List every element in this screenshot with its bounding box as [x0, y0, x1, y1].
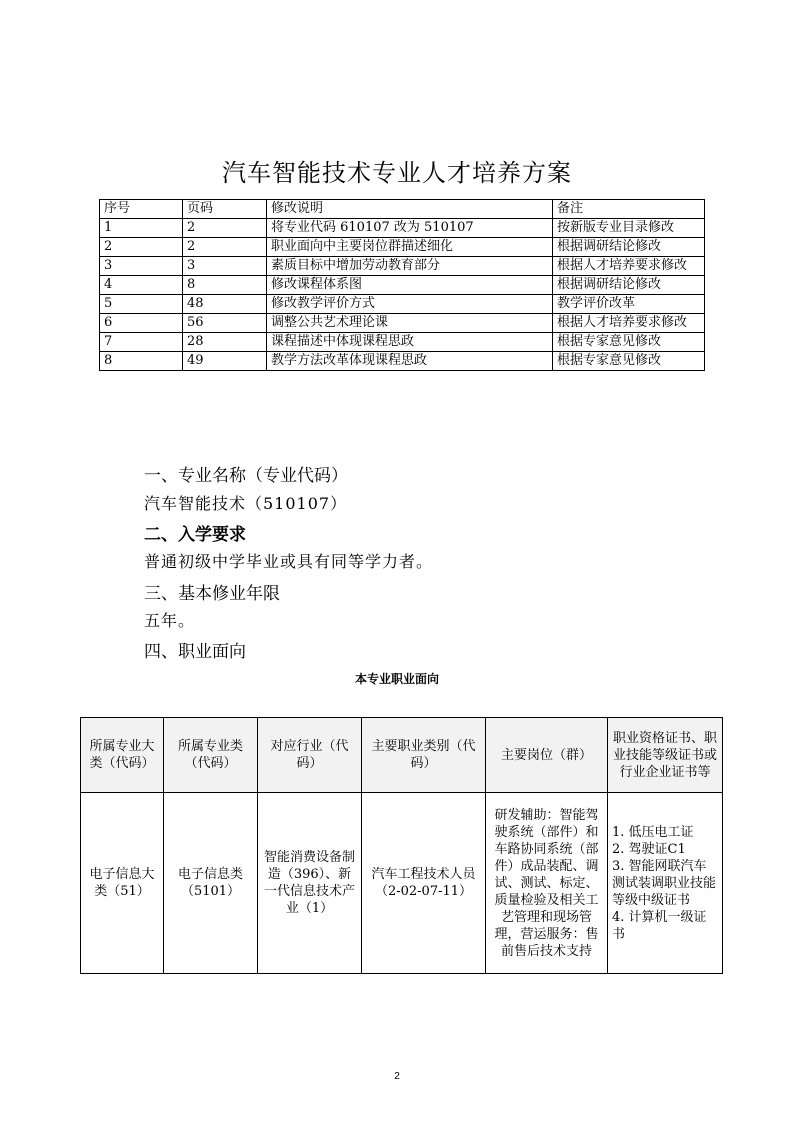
certificate-item: 2. 驾驶证C1	[612, 841, 686, 857]
cell-page: 48	[183, 295, 267, 314]
cell-occupation: 汽车工程技术人员（2-02-07-11）	[362, 793, 486, 974]
table-row	[100, 238, 705, 257]
cell-page: 28	[183, 333, 267, 352]
cell-seq: 1	[100, 219, 183, 238]
cell-remark: 按新版专业目录修改	[553, 219, 705, 238]
section-2-text: 普通初级中学毕业或具有同等学力者。	[144, 552, 434, 571]
header-certificates: 职业资格证书、职业技能等级证书或行业企业证书等	[608, 718, 723, 793]
cell-seq: 4	[100, 276, 183, 295]
cell-page: 49	[183, 352, 267, 371]
cell-remark: 根据调研结论修改	[553, 238, 705, 257]
section-1-heading: 一、专业名称（专业代码）	[144, 466, 348, 486]
header-positions: 主要岗位（群）	[486, 718, 608, 793]
cell-remark: 根据调研结论修改	[553, 276, 705, 295]
revision-table	[99, 199, 705, 371]
cell-page: 8	[183, 276, 267, 295]
header-page: 页码	[183, 200, 267, 219]
section-3-heading: 三、基本修业年限	[144, 584, 280, 604]
certificate-item: 1. 低压电工证	[612, 824, 694, 840]
table-row	[100, 333, 705, 352]
cell-seq: 3	[100, 257, 183, 276]
page-number: 2	[394, 1071, 400, 1082]
cell-remark: 根据人才培养要求修改	[553, 257, 705, 276]
cell-description: 修改教学评价方式	[267, 295, 553, 314]
table-row	[100, 219, 705, 238]
section-1-text: 汽车智能技术（510107）	[144, 494, 348, 513]
cell-industry: 智能消费设备制造（396）、新一代信息技术产业（1）	[258, 793, 362, 974]
cell-remark: 根据人才培养要求修改	[553, 314, 705, 333]
section-4-heading: 四、职业面向	[144, 642, 246, 662]
certificate-item: 3. 智能网联汽车测试装调职业技能等级中级证书	[612, 858, 717, 908]
cell-certificates	[608, 793, 723, 974]
cell-page: 2	[183, 238, 267, 257]
table-row	[100, 276, 705, 295]
section-3-text: 五年。	[144, 611, 196, 630]
cell-description: 修改课程体系图	[267, 276, 553, 295]
certificate-item: 4. 计算机一级证书	[612, 909, 707, 942]
cell-seq: 2	[100, 238, 183, 257]
cell-remark: 根据专家意见修改	[553, 333, 705, 352]
cell-seq: 6	[100, 314, 183, 333]
cell-page: 3	[183, 257, 267, 276]
cell-description: 素质目标中增加劳动教育部分	[267, 257, 553, 276]
cell-page: 2	[183, 219, 267, 238]
document-title: 汽车智能技术专业人才培养方案	[222, 159, 572, 187]
table-row	[81, 793, 723, 974]
revision-table-header	[100, 200, 705, 219]
table-row	[100, 257, 705, 276]
section-2-heading: 二、入学要求	[144, 525, 246, 545]
table-row	[100, 314, 705, 333]
header-occupation: 主要职业类别（代码）	[362, 718, 486, 793]
header-description: 修改说明	[267, 200, 553, 219]
table-row	[100, 295, 705, 314]
cell-description: 教学方法改革体现课程思政	[267, 352, 553, 371]
cell-description: 调整公共艺术理论课	[267, 314, 553, 333]
cell-description: 课程描述中体现课程思政	[267, 333, 553, 352]
header-industry: 对应行业（代码）	[258, 718, 362, 793]
header-major-class: 所属专业类（代码）	[164, 718, 258, 793]
cell-page: 56	[183, 314, 267, 333]
cell-remark: 根据专家意见修改	[553, 352, 705, 371]
cell-remark: 教学评价改革	[553, 295, 705, 314]
header-seq: 序号	[100, 200, 183, 219]
cell-positions: 研发辅助：智能驾驶系统（部件）和车路协同系统（部件）成品装配、调试、测试、标定、质量检验及相关工艺管理和现场管理，营运服务：售前售后技术支持	[486, 793, 608, 974]
cell-description: 职业面向中主要岗位群描述细化	[267, 238, 553, 257]
header-major-category: 所属专业大类（代码）	[81, 718, 164, 793]
cell-description: 将专业代码 610107 改为 510107	[267, 219, 553, 238]
cell-seq: 8	[100, 352, 183, 371]
header-remark: 备注	[553, 200, 705, 219]
cell-major-class: 电子信息类（5101）	[164, 793, 258, 974]
table-row	[100, 352, 705, 371]
cell-seq: 7	[100, 333, 183, 352]
cell-seq: 5	[100, 295, 183, 314]
table-caption: 本专业职业面向	[354, 672, 439, 686]
cell-major-category: 电子信息大类（51）	[81, 793, 164, 974]
occupation-table	[80, 717, 723, 974]
occupation-table-header	[81, 718, 723, 793]
